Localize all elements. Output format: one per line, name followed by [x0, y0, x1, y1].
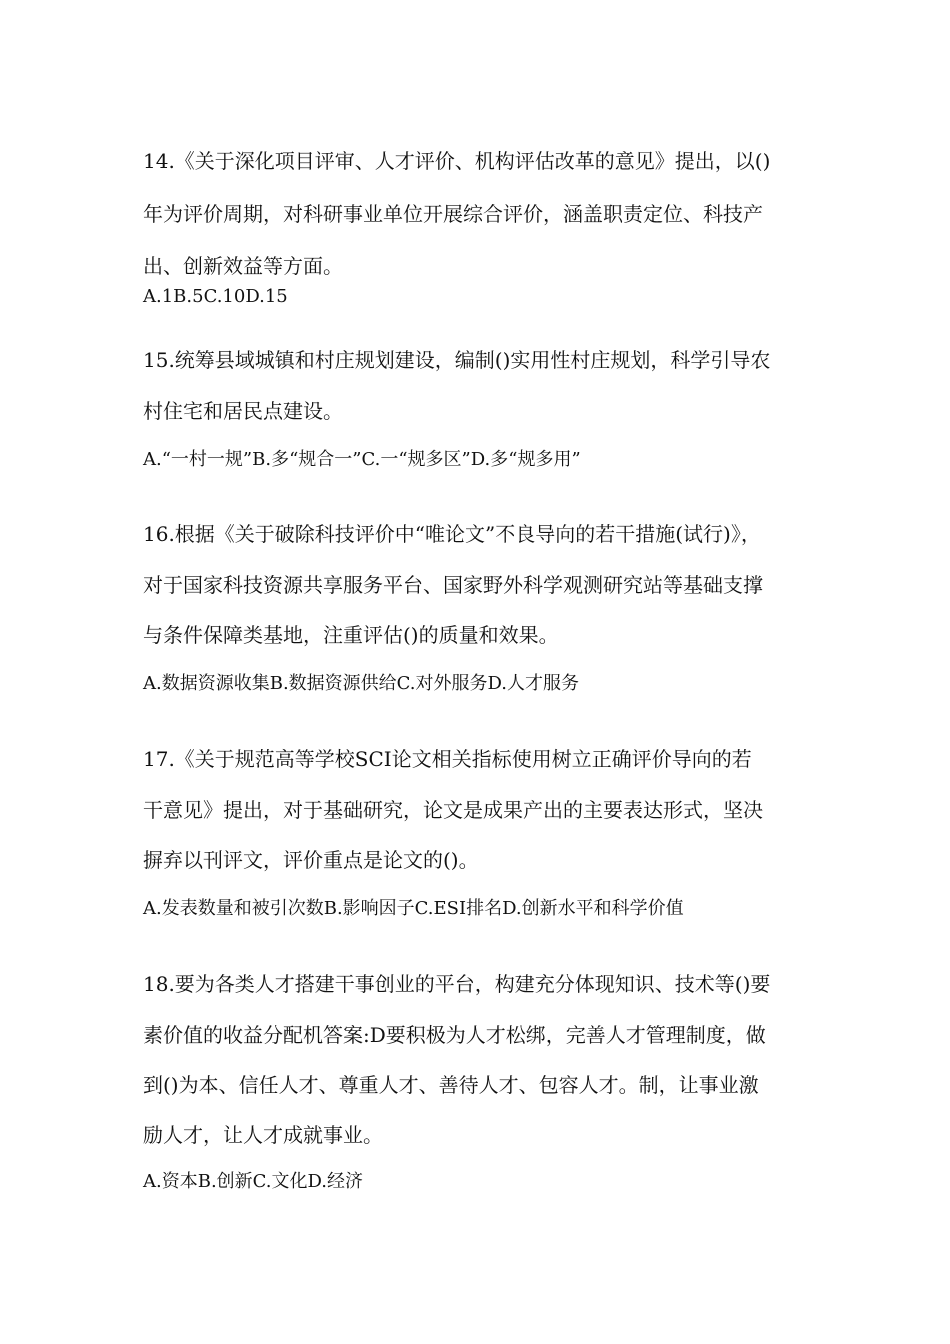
- q17-line-1: 17.《关于规范高等学校SCI论文相关指标使用树立正确评价导向的若: [143, 747, 752, 771]
- q18-line-1: 18.要为各类人才搭建干事创业的平台，构建充分体现知识、技术等()要: [143, 972, 771, 996]
- q14-line-1: 14.《关于深化项目评审、人才评价、机构评估改革的意见》提出，以(): [143, 149, 771, 173]
- q17-line-3: 摒弃以刊评文，评价重点是论文的()。: [143, 848, 479, 872]
- q15-line-2: 村住宅和居民点建设。: [143, 399, 343, 423]
- q16-line-1: 16.根据《关于破除科技评价中“唯论文”不良导向的若干措施(试行)》，: [143, 522, 761, 546]
- q17-options: A.发表数量和被引次数B.影响因子C.ESI排名D.创新水平和科学价值: [143, 898, 684, 919]
- q18-line-4: 励人才，让人才成就事业。: [143, 1123, 383, 1147]
- q14-options: A.1B.5C.10D.15: [143, 286, 288, 307]
- q14-line-3: 出、创新效益等方面。: [143, 254, 343, 278]
- q15-line-1: 15.统筹县域城镇和村庄规划建设，编制()实用性村庄规划，科学引导农: [143, 348, 771, 372]
- q18-options: A.资本B.创新C.文化D.经济: [143, 1171, 364, 1192]
- q17-line-2: 干意见》提出，对于基础研究，论文是成果产出的主要表达形式，坚决: [143, 798, 763, 822]
- q14-line-2: 年为评价周期，对科研事业单位开展综合评价，涵盖职责定位、科技产: [143, 202, 763, 226]
- q15-options: A.“一村一规”B.多“规合一”C.一“规多区”D.多“规多用”: [143, 449, 581, 470]
- q18-line-2: 素价值的收益分配机答案:D要积极为人才松绑，完善人才管理制度，做: [143, 1023, 766, 1047]
- q16-line-2: 对于国家科技资源共享服务平台、国家野外科学观测研究站等基础支撑: [143, 573, 763, 597]
- q18-line-3: 到()为本、信任人才、尊重人才、善待人才、包容人才。制，让事业激: [143, 1073, 759, 1097]
- q16-options: A.数据资源收集B.数据资源供给C.对外服务D.人才服务: [143, 673, 580, 694]
- q16-line-3: 与条件保障类基地，注重评估()的质量和效果。: [143, 623, 559, 647]
